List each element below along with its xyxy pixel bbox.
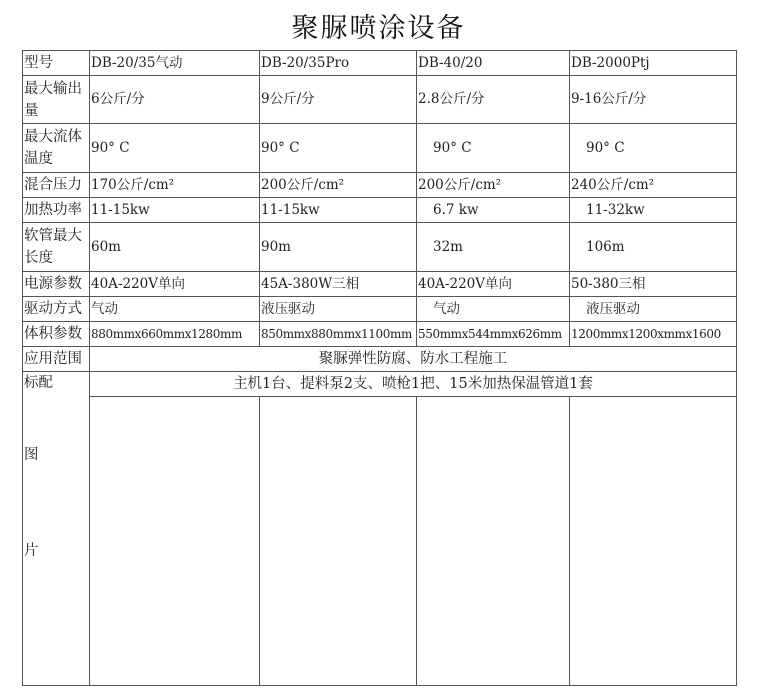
cell-value: 液压驱动 [260, 297, 417, 322]
table-row [23, 322, 737, 347]
cell-value: 90° C [260, 124, 417, 173]
cell-value: 液压驱动 [570, 297, 737, 322]
table-row [23, 272, 737, 297]
cell-value: 106m [570, 223, 737, 272]
image-cell [417, 397, 570, 686]
row-label: 体积参数 [23, 322, 90, 347]
row-label: 应用范围 [23, 347, 90, 372]
row-label: 标配 [24, 375, 53, 391]
table-row [23, 297, 737, 322]
row-label: 最大流体温度 [23, 124, 90, 173]
table-row [23, 173, 737, 198]
page-title: 聚脲喷涂设备 [291, 13, 466, 44]
cell-value: 550mmx544mmx626mm [417, 322, 570, 347]
cell-value: 气动 [417, 297, 570, 322]
row-label: 型号 [23, 51, 90, 76]
cell-value: 9-16公斤/分 [570, 76, 737, 124]
cell-value: 11-32kw [570, 198, 737, 223]
table-row [23, 223, 737, 272]
image-cell [570, 397, 737, 686]
row-label: 软管最大长度 [23, 223, 90, 272]
model-name: DB-20/35Pro [260, 51, 417, 76]
standard-picture-label [23, 372, 90, 686]
table-row [23, 51, 737, 76]
image-cell [260, 397, 417, 686]
cell-value: 6公斤/分 [90, 76, 260, 124]
cell-value: 32m [417, 223, 570, 272]
cell-value: 240公斤/cm² [570, 173, 737, 198]
cell-value: 880mmx660mmx1280mm [90, 322, 260, 347]
standard-value: 主机1台、提料泵2支、喷枪1把、15米加热保温管道1套 [90, 372, 737, 397]
spec-table [22, 50, 737, 686]
cell-value: 90° C [90, 124, 260, 173]
cell-value: 2.8公斤/分 [417, 76, 570, 124]
table-row [23, 198, 737, 223]
cell-value: 90° C [570, 124, 737, 173]
row-label: 混合压力 [23, 173, 90, 198]
table-row [23, 372, 737, 397]
table-row [23, 347, 737, 372]
cell-value: 45A-380W三相 [260, 272, 417, 297]
cell-value: 200公斤/cm² [260, 173, 417, 198]
model-name: DB-20/35气动 [90, 51, 260, 76]
row-label: 加热功率 [23, 198, 90, 223]
table-row [23, 76, 737, 124]
application-value: 聚脲弹性防腐、防水工程施工 [90, 347, 737, 372]
cell-value: 11-15kw [260, 198, 417, 223]
picture-label-bottom: 片 [24, 543, 39, 559]
cell-value: 90° C [417, 124, 570, 173]
cell-value: 60m [90, 223, 260, 272]
cell-value: 90m [260, 223, 417, 272]
picture-label-top: 图 [24, 447, 39, 463]
cell-value: 气动 [90, 297, 260, 322]
table-row [23, 124, 737, 173]
row-label: 驱动方式 [23, 297, 90, 322]
cell-value: 11-15kw [90, 198, 260, 223]
cell-value: 850mmx880mmx1100mm [260, 322, 417, 347]
model-name: DB-40/20 [417, 51, 570, 76]
image-cell [90, 397, 260, 686]
cell-value: 6.7 kw [417, 198, 570, 223]
table-row [23, 397, 737, 686]
cell-value: 9公斤/分 [260, 76, 417, 124]
cell-value: 50-380三相 [570, 272, 737, 297]
cell-value: 170公斤/cm² [90, 173, 260, 198]
cell-value: 40A-220V单向 [90, 272, 260, 297]
cell-value: 40A-220V单向 [417, 272, 570, 297]
row-label: 最大输出量 [23, 76, 90, 124]
row-label: 电源参数 [23, 272, 90, 297]
model-name: DB-2000Ptj [570, 51, 737, 76]
cell-value: 1200mmx1200xmmx1600 [570, 322, 737, 347]
cell-value: 200公斤/cm² [417, 173, 570, 198]
